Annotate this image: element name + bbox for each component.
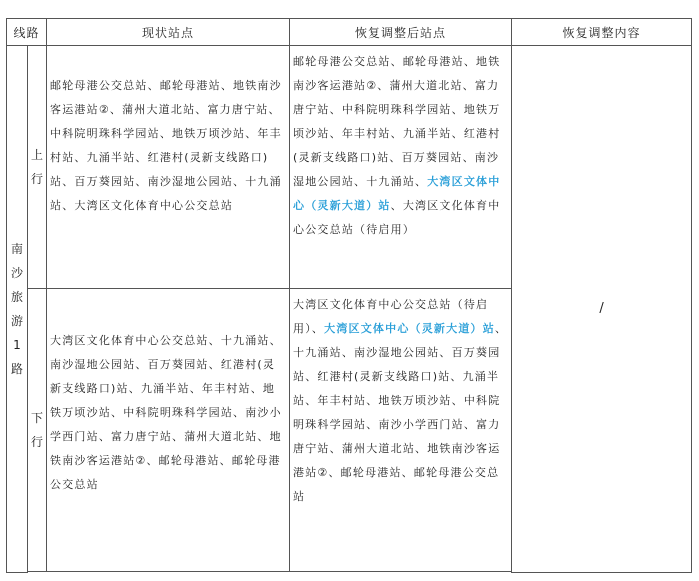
route-char: 游 bbox=[10, 313, 23, 328]
route-char: 路 bbox=[10, 361, 23, 376]
header-current-stops: 现状站点 bbox=[47, 19, 290, 46]
up-adjusted-stops: 邮轮母港公交总站、邮轮母港站、地铁南沙客运港站②、蒲州大道北站、富力唐宁站、中科院明珠科学园站、地铁万顷沙站、年丰村站、九涌半站、红港村(灵新支线路口)站、百万葵园站、南沙湿地公园站、十九涌站、大湾区文体中心（灵新大道）站、大湾区文化体育中心公交总站（待启用） bbox=[290, 46, 512, 289]
header-adjusted-stops: 恢复调整后站点 bbox=[290, 19, 512, 46]
header-route: 线路 bbox=[7, 19, 47, 46]
down-current-stops: 大湾区文化体育中心公交总站、十九涌站、南沙湿地公园站、百万葵园站、红港村(灵新支线路口)站、九涌半站、年丰村站、地铁万顷沙站、中科院明珠科学园站、南沙小学西门站、富力唐宁站、蒲州大道北站、地铁南沙客运港站②、邮轮母港站、邮轮母港公交总站 bbox=[47, 289, 290, 572]
route-char: 旅 bbox=[10, 289, 23, 304]
header-row bbox=[7, 19, 692, 46]
route-char: 1 bbox=[13, 337, 21, 352]
highlight-new-stop: 大湾区文体中心（灵新大道）站 bbox=[293, 175, 501, 212]
highlight-new-stop: 大湾区文体中心（灵新大道）站 bbox=[324, 322, 495, 335]
adjustment-content-cell: / bbox=[512, 46, 692, 573]
route-name-cell bbox=[7, 46, 28, 573]
route-char: 南 bbox=[10, 241, 23, 256]
route-adjustment-table bbox=[6, 18, 692, 573]
header-adjustment-content: 恢复调整内容 bbox=[512, 19, 692, 46]
row-up bbox=[7, 46, 692, 289]
down-adjusted-stops: 大湾区文化体育中心公交总站（待启用）、大湾区文体中心（灵新大道）站、十九涌站、南沙湿地公园站、百万葵园站、红港村(灵新支线路口)站、九涌半站、年丰村站、地铁万顷沙站、中科院明珠科学园站、南沙小学西门站、富力唐宁站、蒲州大道北站、地铁南沙客运港站②、邮轮母港站、邮轮母港公交总站 bbox=[290, 289, 512, 572]
route-char: 沙 bbox=[10, 265, 23, 280]
direction-down: 下 行 bbox=[28, 289, 47, 572]
up-current-stops: 邮轮母港公交总站、邮轮母港站、地铁南沙客运港站②、蒲州大道北站、富力唐宁站、中科院明珠科学园站、地铁万顷沙站、年丰村站、九涌半站、红港村(灵新支线路口)站、百万葵园站、南沙湿地公园站、十九涌站、大湾区文化体育中心公交总站 bbox=[47, 46, 290, 289]
direction-up: 上 行 bbox=[28, 46, 47, 289]
